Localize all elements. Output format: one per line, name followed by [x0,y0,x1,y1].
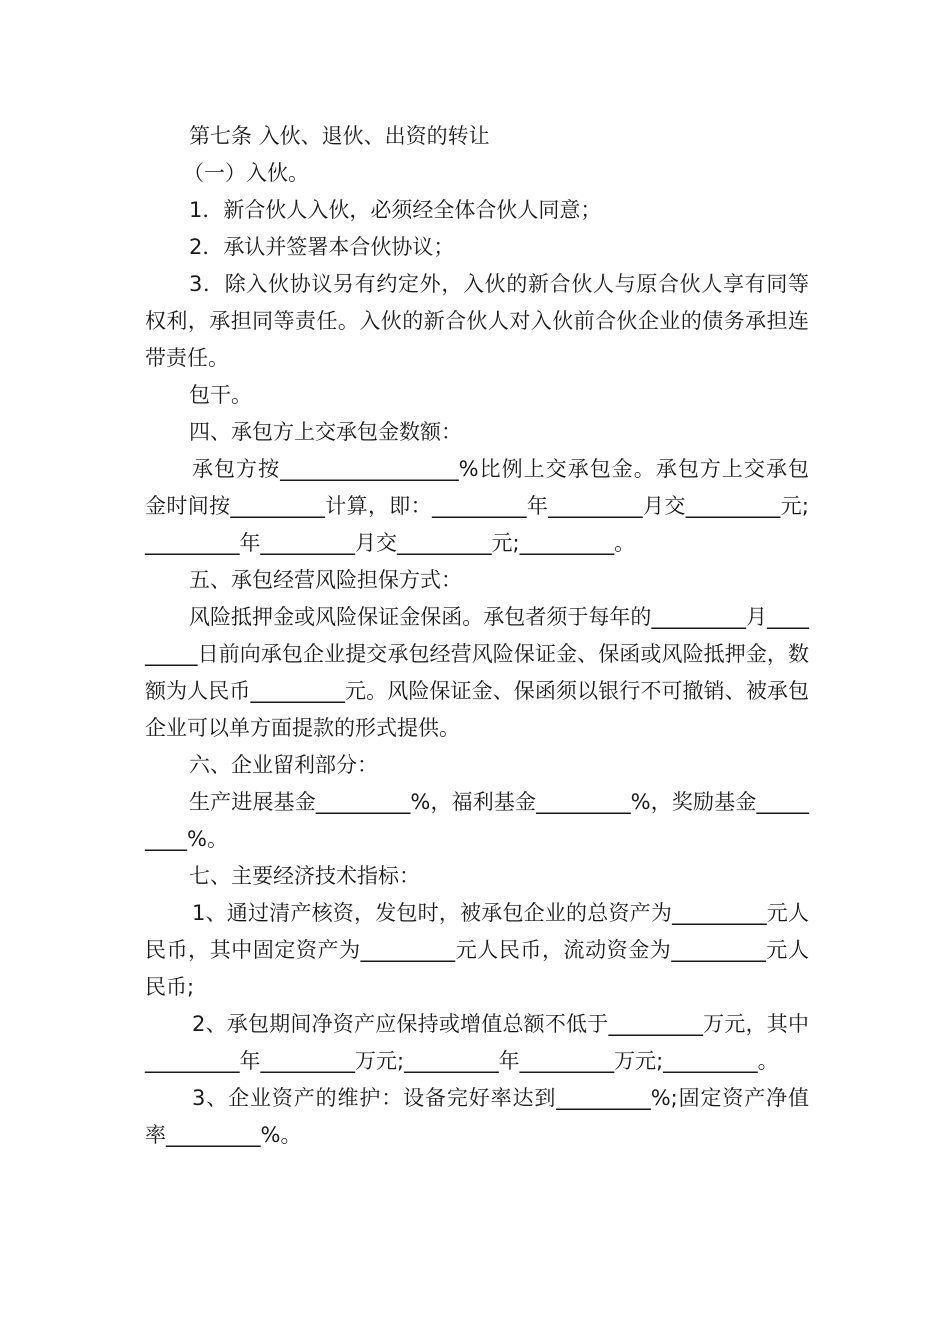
paragraph-contract-payment: 承包方按_________________%比例上交承包金。承包方上交承包金时间按_________计算，即：_________年_________月交_________元;_________年_________月交_________元;_________。 [145,457,809,555]
indicator-2: 2、承包期间净资产应保持或增值总额不低于_________万元，其中_________年_________万元;_________年_________万元;_________。 [145,1012,809,1073]
section-heading-admission: （一）入伙。 [183,161,309,185]
paragraph-risk-guarantee: 风险抵押金或风险保证金保函。承包者须于每年的_________月_________日前向承包企业提交承包经营风险保证金、保函或风险抵押金，数额为人民币_________元。风险保证金、保函须以银行不可撤销、被承包企业可以单方面提款的形式提供。 [145,605,809,740]
clause-1: 1．新合伙人入伙，必须经全体合伙人同意； [189,198,602,222]
clause-2: 2．承认并签署本合伙协议； [189,235,455,259]
paragraph-baogan: 包干。 [189,383,252,407]
section-heading-6: 六、企业留利部分： [189,753,378,777]
indicator-3: 3、企业资产的维护：设备完好率达到_________%;固定资产净值率_________%。 [145,1086,809,1147]
section-heading-5: 五、承包经营风险担保方式： [189,568,462,592]
section-heading-4: 四、承包方上交承包金数额： [189,420,462,444]
paragraph-retained-profit: 生产进展基金_________%，福利基金_________%，奖励基金_________%。 [145,790,809,851]
document-body [145,118,809,1154]
indicator-1: 1、通过清产核资，发包时，被承包企业的总资产为_________元人民币，其中固定资产为_________元人民币，流动资金为_________元人民币; [145,901,809,999]
clause-3: 3．除入伙协议另有约定外，入伙的新合伙人与原合伙人享有同等权利，承担同等责任。入伙的新合伙人对入伙前合伙企业的债务承担连带责任。 [145,272,809,370]
section-heading-7: 七、主要经济技术指标： [189,864,420,888]
article-heading: 第七条 入伙、退伙、出资的转让 [189,124,490,148]
